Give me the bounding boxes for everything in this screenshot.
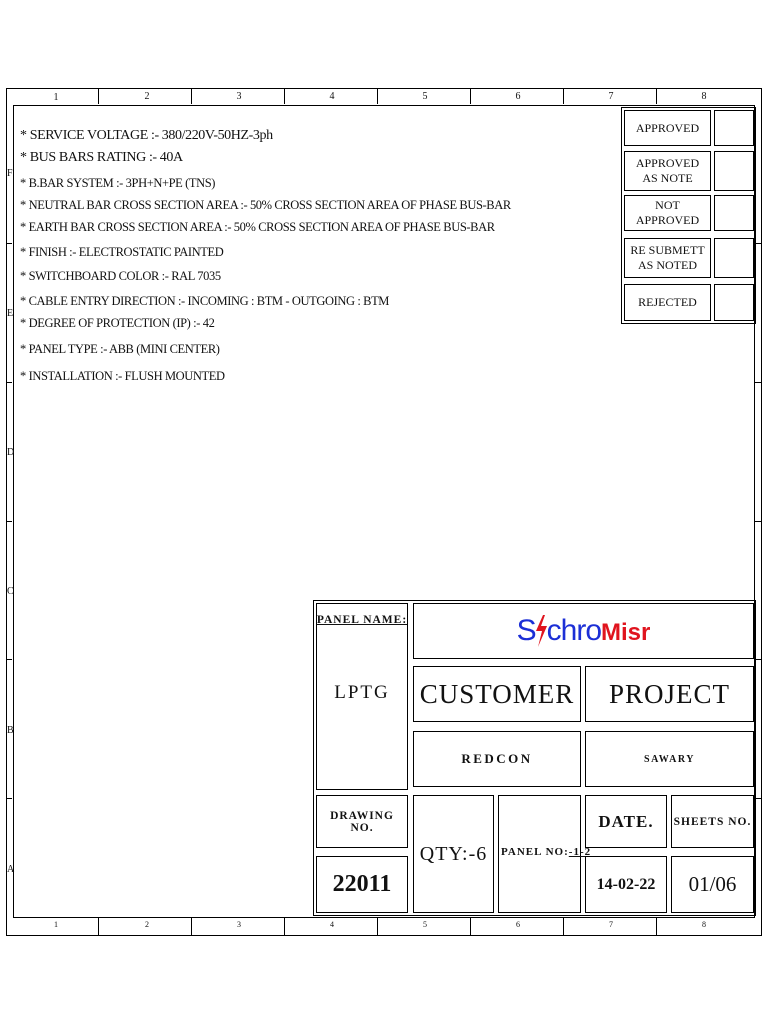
col-tick [284, 917, 285, 936]
col-num-top-6: 6 [515, 91, 521, 102]
customer-header: CUSTOMER [413, 666, 581, 722]
spec-installation: * INSTALLATION :- FLUSH MOUNTED [20, 369, 225, 383]
row-tick [6, 521, 12, 522]
not-approved-label: NOT APPROVED [624, 195, 711, 231]
col-tick [563, 88, 564, 104]
resubmit-checkbox[interactable] [714, 238, 754, 278]
row-label-b: B [7, 725, 14, 736]
row-tick [755, 382, 762, 383]
logo-s: S [516, 614, 536, 647]
drawing-no-value: 22011 [316, 856, 408, 913]
resubmit-line2: AS NOTED [638, 258, 697, 272]
spec-cable-entry: * CABLE ENTRY DIRECTION :- INCOMING : BTM - OUTGOING : BTM [20, 294, 390, 308]
spec-bus-bars-rating: * BUS BARS RATING :- 40A [20, 150, 183, 165]
col-num-top-4: 4 [329, 91, 335, 102]
logo-chro: chro [546, 614, 601, 647]
col-tick [98, 88, 99, 104]
col-num-bottom-2: 2 [145, 920, 149, 929]
project-value: SAWARY [585, 731, 754, 787]
resubmit-line1: RE SUBMETT [630, 243, 705, 257]
row-label-f: F [7, 168, 13, 179]
col-num-bottom-5: 5 [423, 920, 427, 929]
customer-value: REDCON [413, 731, 581, 787]
approved-as-note-line2: AS NOTE [642, 171, 693, 185]
col-tick [377, 917, 378, 936]
approved-as-note-line1: APPROVED [635, 156, 700, 170]
spec-bbar-system: * B.BAR SYSTEM :- 3PH+N+PE (TNS) [20, 176, 216, 190]
row-tick [6, 243, 12, 244]
spec-switchboard-color: * SWITCHBOARD COLOR :- RAL 7035 [20, 269, 221, 283]
row-label-a: A [7, 864, 15, 875]
col-num-bottom-4: 4 [330, 920, 334, 929]
col-num-bottom-3: 3 [237, 920, 241, 929]
spec-earth-bar: * EARTH BAR CROSS SECTION AREA :- 50% CROSS SECTION AREA OF PHASE BUS-BAR [20, 220, 495, 234]
col-num-bottom-8: 8 [702, 920, 706, 929]
spec-degree-protection: * DEGREE OF PROTECTION (IP) :- 42 [20, 316, 215, 330]
panel-name-label: PANEL NAME: [316, 614, 408, 626]
col-tick [656, 917, 657, 936]
sheets-no-label: SHEETS NO. [671, 795, 754, 848]
panel-no-text [501, 846, 592, 858]
approved-checkbox[interactable] [714, 110, 754, 146]
col-num-top-2: 2 [144, 91, 150, 102]
not-approved-checkbox[interactable] [714, 195, 754, 231]
row-tick [6, 798, 12, 799]
col-num-top-7: 7 [608, 91, 614, 102]
row-tick [6, 382, 12, 383]
approved-as-note-checkbox[interactable] [714, 151, 754, 191]
panel-name-value: LPTG [334, 682, 390, 703]
col-num-bottom-6: 6 [516, 920, 520, 929]
col-num-bottom-7: 7 [609, 920, 613, 929]
drawing-no-label: DRAWING NO. [316, 795, 408, 848]
col-tick [377, 88, 378, 104]
row-label-d: D [7, 447, 15, 458]
col-tick [191, 88, 192, 104]
panel-no-value: -1-2 [568, 846, 592, 858]
col-num-top-8: 8 [701, 91, 707, 102]
logo-misr: Misr [601, 619, 651, 646]
resubmit-label [624, 238, 711, 278]
rejected-label: REJECTED [624, 284, 711, 321]
spec-finish: * FINISH :- ELECTROSTATIC PAINTED [20, 245, 224, 259]
col-tick [98, 917, 99, 936]
row-label-e: E [7, 308, 14, 319]
spec-list [20, 128, 511, 391]
col-tick [563, 917, 564, 936]
col-num-top-3: 3 [236, 91, 242, 102]
spec-panel-type: * PANEL TYPE :- ABB (MINI CENTER) [20, 342, 220, 356]
synchromisr-logo [517, 614, 651, 648]
qty-cell: QTY:-6 [413, 795, 494, 913]
col-tick [656, 88, 657, 104]
approved-as-note-label [624, 151, 711, 191]
col-tick [470, 88, 471, 104]
date-label: DATE. [585, 795, 667, 848]
panel-no-label: PANEL NO: [501, 846, 569, 858]
spec-neutral-bar: * NEUTRAL BAR CROSS SECTION AREA :- 50% CROSS SECTION AREA OF PHASE BUS-BAR [20, 198, 511, 212]
logo-cell [413, 603, 754, 659]
project-header: PROJECT [585, 666, 754, 722]
row-label-c: C [7, 586, 14, 597]
col-num-top-5: 5 [422, 91, 428, 102]
row-tick [755, 798, 762, 799]
date-value: 14-02-22 [585, 856, 667, 913]
row-tick [755, 521, 762, 522]
sheets-no-value: 01/06 [671, 856, 754, 913]
col-tick [191, 917, 192, 936]
col-num-top-1: 1 [53, 92, 59, 103]
col-tick [470, 917, 471, 936]
col-tick [284, 88, 285, 104]
row-tick [755, 659, 762, 660]
row-tick [755, 243, 762, 244]
spec-service-voltage: * SERVICE VOLTAGE :- 380/220V-50HZ-3ph [20, 128, 273, 143]
approved-label: APPROVED [624, 110, 711, 146]
rejected-checkbox[interactable] [714, 284, 754, 321]
row-tick [6, 659, 12, 660]
col-num-bottom-1: 1 [54, 920, 58, 929]
